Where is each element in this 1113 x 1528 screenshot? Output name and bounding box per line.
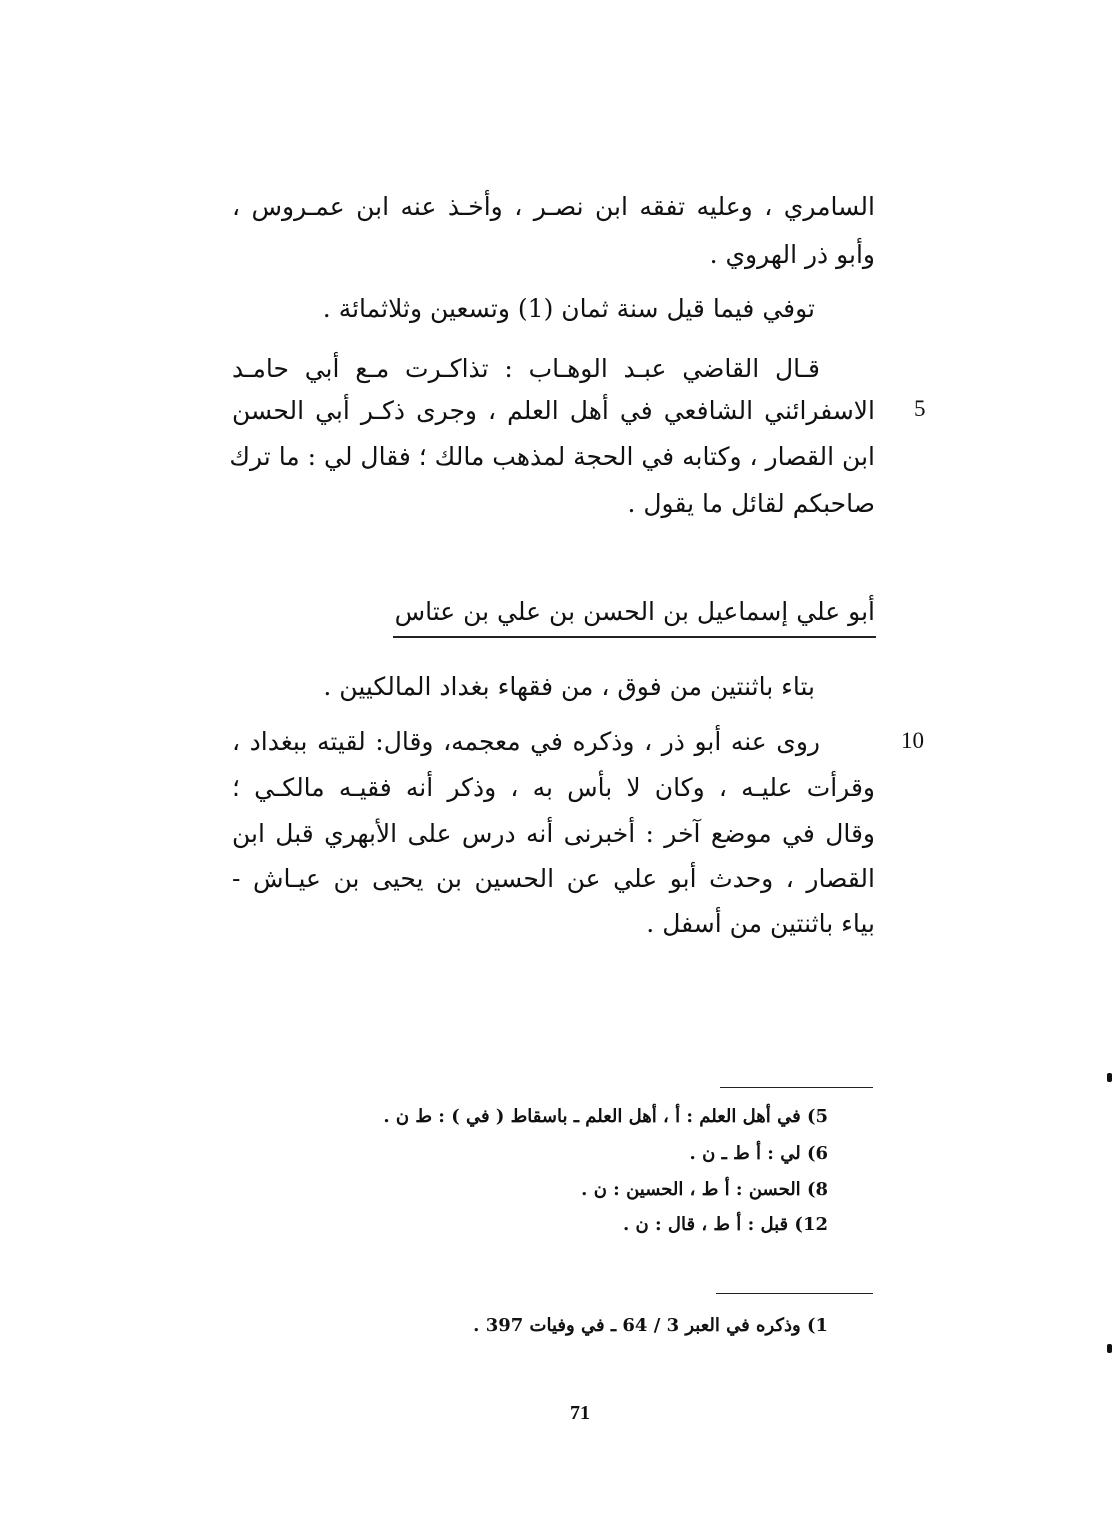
scan-mark-top <box>1107 1073 1112 1082</box>
quote-line-2: الاسفرائني الشافعي في أهل العلم ، وجرى ذكـر أبي الحسن <box>232 396 875 425</box>
text-line-10: روى عنه أبو ذر ، وذكره في معجمه، وقال: لقيته ببغداد ، <box>232 727 820 756</box>
death-line: توفي فيما قيل سنة ثمان (1) وتسعين وثلاثمائة . <box>322 294 815 323</box>
text-line-14: بياء باثنتين من أسفل . <box>646 909 875 938</box>
scan-mark-bottom <box>1107 1344 1112 1353</box>
entry-heading: أبو علي إسماعيل بن الحسن بن علي بن عتاس <box>394 597 875 626</box>
footnote-1: 1) وذكره في العبر 3 / 64 ـ في وفيات 397 . <box>473 1315 828 1336</box>
quote-line-4: صاحبكم لقائل ما يقول . <box>627 489 875 518</box>
variant-line-6: 6) لي : أ ط ـ ن . <box>689 1143 828 1164</box>
text-line-2: وأبو ذر الهروي . <box>709 240 875 269</box>
text-line-12: وقال في موضع آخر : أخبرنى أنه درس على الأبهري قبل ابن <box>232 819 875 848</box>
page-number: 71 <box>570 1402 590 1424</box>
variant-line-12: 12) قبل : أ ط ، قال : ن . <box>622 1214 828 1235</box>
text-line-13: القصار ، وحدث أبو علي عن الحسين بن يحيى بن عيـاش - <box>232 864 875 893</box>
variants-rule <box>720 1087 873 1088</box>
variant-line-5: 5) في أهل العلم : أ ، أهل العلم ـ باسقاط ( في ) : ط ن . <box>383 1106 828 1127</box>
quote-line-3: ابن القصار ، وكتابه في الحجة لمذهب مالك ؛ فقال لي : ما ترك <box>229 442 875 471</box>
line-number-10: 10 <box>901 728 924 753</box>
footnote-rule <box>716 1293 873 1294</box>
intro-line: بتاء باثنتين من فوق ، من فقهاء بغداد المالكيين . <box>323 672 815 701</box>
heading-underline <box>393 636 876 638</box>
variant-line-8: 8) الحسن : أ ط ، الحسين : ن . <box>581 1179 828 1200</box>
line-number-5: 5 <box>914 396 926 421</box>
text-line-1: السامري ، وعليه تفقه ابن نصـر ، وأخـذ عنه ابن عمـروس ، <box>232 192 875 221</box>
text-line-11: وقرأت عليـه ، وكان لا بأس به ، وذكر أنه فقيـه مالكـي ؛ <box>232 773 875 802</box>
quote-line-1: قـال القاضي عبـد الوهـاب : تذاكـرت مـع أبي حامـد <box>232 354 820 383</box>
